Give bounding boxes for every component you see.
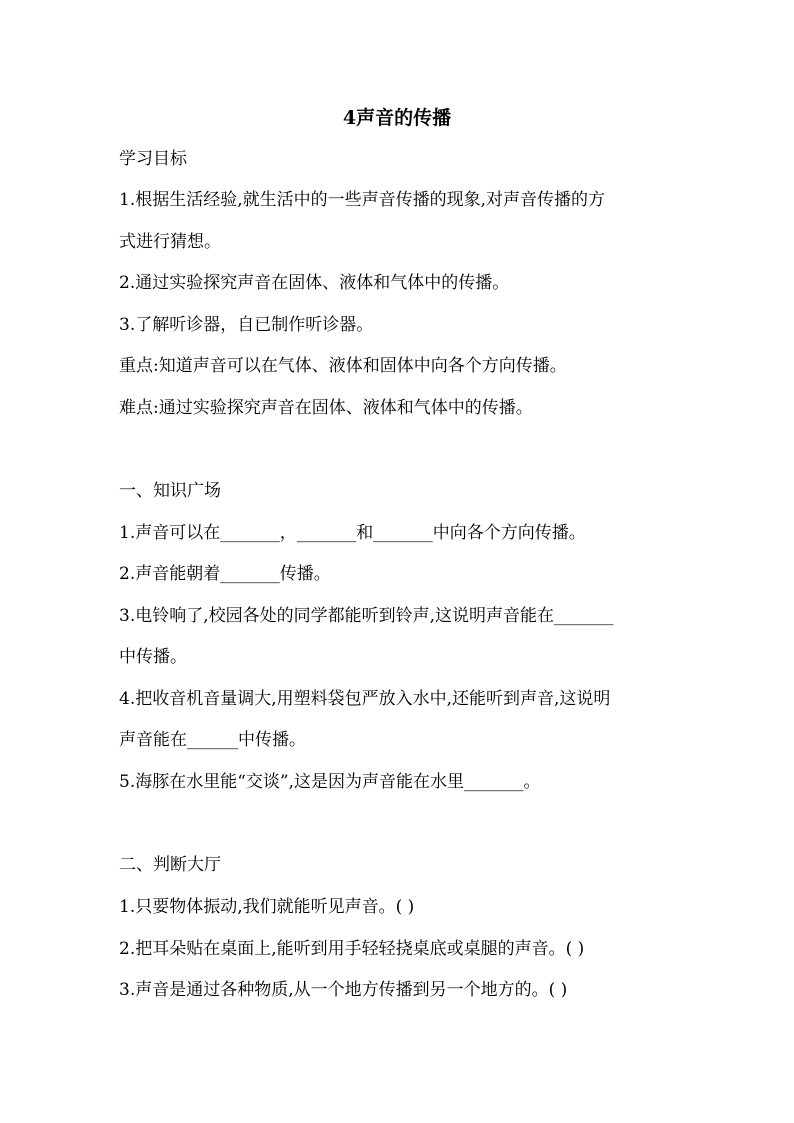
section-2-question-3: 3.声音是通过各种物质,从一个地方传播到另一个地方的。( ) xyxy=(119,980,568,1000)
page-title: 4声音的传播 xyxy=(342,107,452,129)
section-1-heading: 一、知识广场 xyxy=(119,481,221,501)
objective-1-line-2: 式进行猜想。 xyxy=(119,232,221,252)
section-1-question-4-line-2: 声音能在______中传播。 xyxy=(119,730,306,750)
section-1-question-5: 5.海豚在水里能“交谈”,这是因为声音能在水里_______。 xyxy=(119,772,541,792)
section-1-question-3-line-2: 中传播。 xyxy=(119,647,187,667)
section-1-question-2: 2.声音能朝着_______传播。 xyxy=(119,564,331,584)
objective-1-line-1: 1.根据生活经验,就生活中的一些声音传播的现象,对声音传播的方 xyxy=(119,190,606,210)
objective-2: 2.通过实验探究声音在固体、液体和气体中的传播。 xyxy=(119,273,510,293)
objective-3: 3.了解听诊器，自已制作听诊器。 xyxy=(119,315,374,335)
section-2-question-2: 2.把耳朵贴在桌面上,能听到用手轻轻挠桌底或桌腿的声音。( ) xyxy=(119,939,585,959)
section-1-question-4-line-1: 4.把收音机音量调大,用塑料袋包严放入水中,还能听到声音,这说明 xyxy=(119,689,611,709)
section-1-question-1: 1.声音可以在_______，_______和_______中向各个方向传播。 xyxy=(119,523,586,543)
section-2-heading: 二、判断大厅 xyxy=(119,855,221,875)
objectives-heading: 学习目标 xyxy=(119,149,187,169)
section-1-question-3-line-1: 3.电铃响了,校园各处的同学都能听到铃声,这说明声音能在_______ xyxy=(119,606,614,626)
section-2-question-1: 1.只要物体振动,我们就能听见声音。( ) xyxy=(119,897,415,917)
key-point: 重点:知道声音可以在气体、液体和固体中向各个方向传播。 xyxy=(119,356,567,376)
difficulty-point: 难点:通过实验探究声音在固体、液体和气体中的传播。 xyxy=(119,398,533,418)
